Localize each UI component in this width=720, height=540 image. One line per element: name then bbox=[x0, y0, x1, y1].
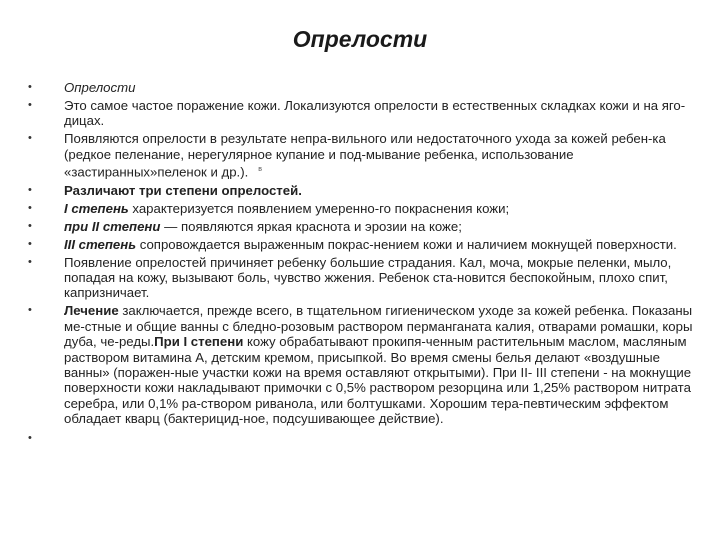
bullet-icon: • bbox=[28, 219, 32, 232]
paragraph-text: Появляются опрелости в результате непра-вильного или недостаточного ухода за кожей ребен-ка (редкое пеленание, нерегулярное купание и под-мывание ребенка, использование «застиранных»пеленок и др.). bbox=[64, 131, 666, 180]
list-item bbox=[28, 219, 696, 234]
bullet-icon: • bbox=[28, 304, 32, 317]
list-item bbox=[28, 255, 696, 301]
list-item bbox=[28, 80, 696, 95]
paragraph-text: сопровождается выраженным покрас-нением кожи и наличием мокнущей поверхности. bbox=[136, 236, 677, 252]
degree-label: III степень bbox=[64, 236, 137, 252]
bullet-icon: • bbox=[28, 201, 32, 214]
list-item bbox=[28, 183, 696, 198]
paragraph-text: Это самое частое поражение кожи. Локализуются опрелости в естественных складках кожи и на яго-дицах. bbox=[64, 98, 686, 129]
paragraph-text: раствором нитрата серебра, или 0,1% ра-створом риванола, или болтушками. Хорошим тера-певтическим эффектом обладает кварц (бактерицид-ное, подсушивающее действие). bbox=[64, 380, 691, 427]
bullet-list bbox=[28, 80, 696, 447]
list-item-empty bbox=[28, 431, 696, 445]
bullet-icon: • bbox=[28, 99, 32, 111]
slide-title: Опрелости bbox=[292, 26, 428, 52]
bullet-icon: • bbox=[28, 237, 32, 250]
list-item bbox=[28, 98, 696, 129]
paragraph-bold-text: Различают три степени опрелостей. bbox=[64, 182, 302, 198]
degree-label: I степень bbox=[64, 200, 129, 216]
paragraph-text: Появление опрелостей причиняет ребенку большие страдания. Кал, моча, мокрые пеленки, мыло, попадая на кожу, вызывают боль, чувство жжения. Ребенок ста-новится беспокойным, плохо спит, капризничает. bbox=[64, 254, 672, 301]
paragraph-text: заключается, прежде всего, в тщательном гигиеническом уходе за кожей ребенка. Показаны ме-стные и общие ванны с бледно-розовым раствором перманганата калия, отварами ромашки, коры дуба, че-реды. bbox=[64, 303, 693, 350]
bullet-icon: • bbox=[28, 132, 32, 145]
treatment-label: Лечение bbox=[64, 303, 119, 319]
bullet-icon: • bbox=[28, 431, 32, 444]
paragraph-text: характеризуется появлением умеренно-го покраснения кожи; bbox=[128, 200, 510, 216]
list-item bbox=[28, 131, 696, 180]
section-heading: Опрелости bbox=[64, 80, 136, 95]
footnote-mark: в bbox=[258, 166, 262, 174]
paragraph-text: — появляются яркая краснота и эрозии на коже; bbox=[160, 218, 462, 234]
bullet-icon: • bbox=[28, 183, 32, 196]
degree-label: При I степени bbox=[154, 334, 244, 350]
bullet-icon: • bbox=[28, 81, 32, 93]
degree-label: при II степени bbox=[64, 218, 161, 234]
paragraph-text: кожу обрабатывают прокипя-ченным растительным маслом, масляным раствором витамина А, детским кремом, присыпкой. Во время смены белья делают «воздушные ванны» (поражен-ные участки кожи на время оставляют открытыми). При II- III степени - на мокнущие поверхности кожи накладывают примочки с 0,5% раствором резорцина или 1,25% bbox=[64, 334, 692, 396]
list-item bbox=[28, 303, 696, 426]
bullet-icon: • bbox=[28, 255, 32, 268]
list-item bbox=[28, 201, 696, 216]
list-item bbox=[28, 237, 696, 252]
